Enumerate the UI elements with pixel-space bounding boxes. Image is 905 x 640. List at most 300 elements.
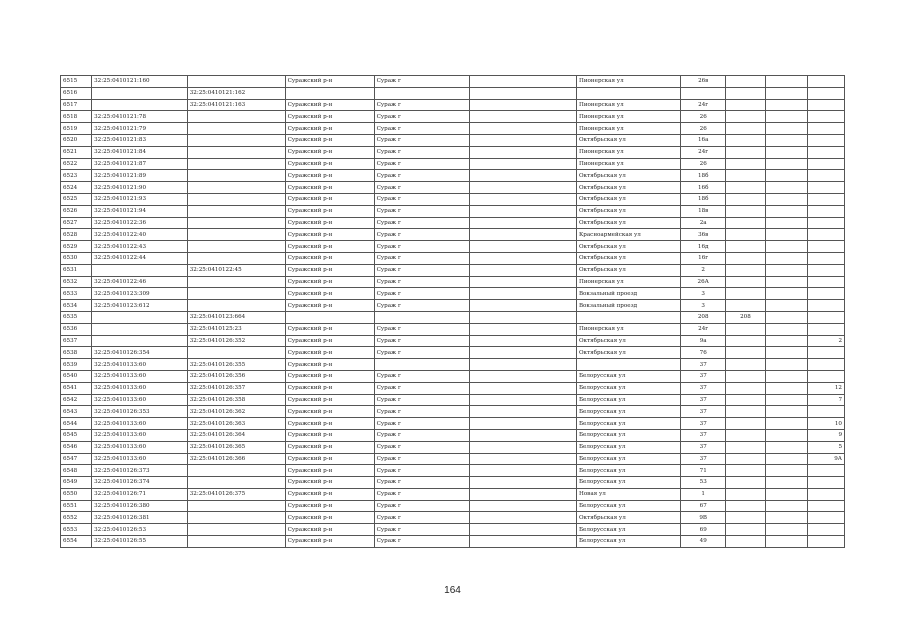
district-cell <box>285 311 374 323</box>
locality-cell <box>470 512 577 524</box>
locality-cell <box>470 394 577 406</box>
apartment-cell <box>808 488 845 500</box>
locality-cell <box>470 347 577 359</box>
table-row <box>61 99 845 111</box>
city-cell: Сураж г <box>374 382 470 394</box>
linked-cadastral-number-cell <box>187 465 285 477</box>
district-cell: Суражский р-н <box>285 146 374 158</box>
linked-cadastral-number-cell <box>187 500 285 512</box>
row-number-cell: 6542 <box>61 394 92 406</box>
linked-cadastral-number-cell: 32:25:0410121:163 <box>187 99 285 111</box>
cadastral-number-cell: 32:25:0410126:354 <box>92 347 188 359</box>
street-cell: Красноармейская ул <box>576 229 681 241</box>
cadastral-number-cell: 32:25:0410121:84 <box>92 146 188 158</box>
linked-cadastral-number-cell <box>187 205 285 217</box>
cadastral-number-cell: 32:25:0410122:36 <box>92 217 188 229</box>
city-cell: Сураж г <box>374 217 470 229</box>
extra-value-cell <box>765 193 807 205</box>
row-number-cell: 6549 <box>61 477 92 489</box>
house-number-cell: 2 <box>681 264 725 276</box>
extra-value-cell <box>765 276 807 288</box>
extra-value-cell <box>765 465 807 477</box>
extra-value-cell <box>725 406 765 418</box>
cadastral-number-cell <box>92 335 188 347</box>
street-cell: Пионерская ул <box>576 76 681 88</box>
linked-cadastral-number-cell <box>187 158 285 170</box>
street-cell: Белорусская ул <box>576 370 681 382</box>
street-cell: Октябрьская ул <box>576 134 681 146</box>
locality-cell <box>470 335 577 347</box>
locality-cell <box>470 264 577 276</box>
row-number-cell: 6553 <box>61 524 92 536</box>
extra-value-cell <box>725 500 765 512</box>
extra-value-cell <box>725 205 765 217</box>
street-cell: Белорусская ул <box>576 465 681 477</box>
house-number-cell: 37 <box>681 394 725 406</box>
apartment-cell <box>808 182 845 194</box>
city-cell: Сураж г <box>374 146 470 158</box>
extra-value-cell <box>725 335 765 347</box>
row-number-cell: 6527 <box>61 217 92 229</box>
table-row <box>61 465 845 477</box>
apartment-cell: 12 <box>808 382 845 394</box>
table-row <box>61 205 845 217</box>
table-row <box>61 347 845 359</box>
extra-value-cell <box>765 370 807 382</box>
locality-cell <box>470 477 577 489</box>
district-cell: Суражский р-н <box>285 524 374 536</box>
apartment-cell <box>808 370 845 382</box>
locality-cell <box>470 241 577 253</box>
street-cell: Вокзальный проезд <box>576 300 681 312</box>
linked-cadastral-number-cell: 32:25:0410122:45 <box>187 264 285 276</box>
cadastral-number-cell: 32:25:0410121:160 <box>92 76 188 88</box>
apartment-cell <box>808 536 845 548</box>
district-cell: Суражский р-н <box>285 193 374 205</box>
extra-value-cell <box>765 394 807 406</box>
apartment-cell: 9А <box>808 453 845 465</box>
street-cell: Октябрьская ул <box>576 264 681 276</box>
linked-cadastral-number-cell: 32:25:0410126:375 <box>187 488 285 500</box>
cadastral-number-cell: 32:25:0410121:93 <box>92 193 188 205</box>
cadastral-number-cell: 32:25:0410133:60 <box>92 453 188 465</box>
house-number-cell: 208 <box>681 311 725 323</box>
apartment-cell <box>808 311 845 323</box>
city-cell: Сураж г <box>374 488 470 500</box>
cadastral-number-cell: 32:25:0410133:60 <box>92 429 188 441</box>
extra-value-cell <box>765 300 807 312</box>
street-cell: Пионерская ул <box>576 146 681 158</box>
apartment-cell <box>808 512 845 524</box>
locality-cell <box>470 217 577 229</box>
apartment-cell <box>808 193 845 205</box>
extra-value-cell <box>765 323 807 335</box>
house-number-cell: 9а <box>681 335 725 347</box>
extra-value-cell <box>725 170 765 182</box>
extra-value-cell <box>765 134 807 146</box>
city-cell: Сураж г <box>374 123 470 135</box>
extra-value-cell <box>725 182 765 194</box>
street-cell: Пионерская ул <box>576 276 681 288</box>
linked-cadastral-number-cell: 32:25:0410126:358 <box>187 394 285 406</box>
locality-cell <box>470 123 577 135</box>
page-number: 164 <box>444 585 461 596</box>
district-cell: Суражский р-н <box>285 465 374 477</box>
apartment-cell <box>808 359 845 371</box>
district-cell: Суражский р-н <box>285 241 374 253</box>
city-cell: Сураж г <box>374 76 470 88</box>
district-cell: Суражский р-н <box>285 182 374 194</box>
row-number-cell: 6537 <box>61 335 92 347</box>
extra-value-cell <box>765 347 807 359</box>
locality-cell <box>470 146 577 158</box>
district-cell: Суражский р-н <box>285 359 374 371</box>
house-number-cell: 26 <box>681 158 725 170</box>
house-number-cell: 37 <box>681 406 725 418</box>
locality-cell <box>470 453 577 465</box>
city-cell <box>374 359 470 371</box>
extra-value-cell <box>725 536 765 548</box>
extra-value-cell <box>725 488 765 500</box>
cadastral-number-cell: 32:25:0410133:60 <box>92 370 188 382</box>
cadastral-number-cell: 32:25:0410121:94 <box>92 205 188 217</box>
cadastral-number-cell <box>92 87 188 99</box>
cadastral-number-cell: 32:25:0410122:40 <box>92 229 188 241</box>
table-row <box>61 382 845 394</box>
district-cell: Суражский р-н <box>285 418 374 430</box>
city-cell: Сураж г <box>374 429 470 441</box>
apartment-cell <box>808 477 845 489</box>
linked-cadastral-number-cell <box>187 477 285 489</box>
extra-value-cell <box>725 394 765 406</box>
locality-cell <box>470 288 577 300</box>
row-number-cell: 6523 <box>61 170 92 182</box>
extra-value-cell <box>725 229 765 241</box>
district-cell: Суражский р-н <box>285 134 374 146</box>
row-number-cell: 6518 <box>61 111 92 123</box>
table-row <box>61 276 845 288</box>
apartment-cell <box>808 300 845 312</box>
row-number-cell: 6532 <box>61 276 92 288</box>
district-cell: Суражский р-н <box>285 382 374 394</box>
district-cell: Суражский р-н <box>285 229 374 241</box>
cadastral-number-cell: 32:25:0410121:89 <box>92 170 188 182</box>
linked-cadastral-number-cell <box>187 123 285 135</box>
apartment-cell <box>808 229 845 241</box>
extra-value-cell <box>765 512 807 524</box>
cadastral-number-cell: 32:25:0410121:79 <box>92 123 188 135</box>
extra-value-cell <box>765 87 807 99</box>
row-number-cell: 6531 <box>61 264 92 276</box>
linked-cadastral-number-cell <box>187 241 285 253</box>
house-number-cell: 26 <box>681 111 725 123</box>
extra-value-cell <box>725 382 765 394</box>
house-number-cell: 3 <box>681 300 725 312</box>
district-cell: Суражский р-н <box>285 264 374 276</box>
table-row <box>61 87 845 99</box>
locality-cell <box>470 158 577 170</box>
row-number-cell: 6541 <box>61 382 92 394</box>
apartment-cell <box>808 252 845 264</box>
district-cell: Суражский р-н <box>285 453 374 465</box>
table-row <box>61 300 845 312</box>
locality-cell <box>470 300 577 312</box>
apartment-cell <box>808 524 845 536</box>
extra-value-cell <box>765 76 807 88</box>
table-row <box>61 193 845 205</box>
city-cell: Сураж г <box>374 276 470 288</box>
table-row <box>61 158 845 170</box>
table-row <box>61 311 845 323</box>
row-number-cell: 6538 <box>61 347 92 359</box>
linked-cadastral-number-cell: 32:25:0410121:162 <box>187 87 285 99</box>
linked-cadastral-number-cell <box>187 217 285 229</box>
extra-value-cell <box>725 158 765 170</box>
table-row <box>61 217 845 229</box>
apartment-cell <box>808 158 845 170</box>
extra-value-cell <box>765 182 807 194</box>
city-cell: Сураж г <box>374 99 470 111</box>
apartment-cell <box>808 99 845 111</box>
row-number-cell: 6547 <box>61 453 92 465</box>
house-number-cell: 16а <box>681 134 725 146</box>
table-row <box>61 264 845 276</box>
table-row <box>61 335 845 347</box>
extra-value-cell <box>765 536 807 548</box>
extra-value-cell <box>765 170 807 182</box>
row-number-cell: 6540 <box>61 370 92 382</box>
property-register-table <box>60 75 845 548</box>
cadastral-number-cell: 32:25:0410126:55 <box>92 536 188 548</box>
house-number-cell: 16б <box>681 182 725 194</box>
extra-value-cell <box>765 418 807 430</box>
house-number-cell: 37 <box>681 370 725 382</box>
table-row <box>61 524 845 536</box>
extra-value-cell <box>725 347 765 359</box>
extra-value-cell <box>725 288 765 300</box>
house-number-cell: 69 <box>681 524 725 536</box>
cadastral-number-cell: 32:25:0410121:78 <box>92 111 188 123</box>
row-number-cell: 6525 <box>61 193 92 205</box>
extra-value-cell <box>725 217 765 229</box>
linked-cadastral-number-cell <box>187 300 285 312</box>
apartment-cell <box>808 500 845 512</box>
table-row <box>61 394 845 406</box>
row-number-cell: 6539 <box>61 359 92 371</box>
city-cell: Сураж г <box>374 453 470 465</box>
apartment-cell: 10 <box>808 418 845 430</box>
extra-value-cell <box>765 311 807 323</box>
cadastral-number-cell: 32:25:0410133:60 <box>92 418 188 430</box>
extra-value-cell <box>725 300 765 312</box>
locality-cell <box>470 99 577 111</box>
district-cell <box>285 87 374 99</box>
row-number-cell: 6551 <box>61 500 92 512</box>
house-number-cell: 37 <box>681 359 725 371</box>
district-cell: Суражский р-н <box>285 123 374 135</box>
cadastral-number-cell: 32:25:0410133:60 <box>92 359 188 371</box>
table-row <box>61 229 845 241</box>
district-cell: Суражский р-н <box>285 488 374 500</box>
linked-cadastral-number-cell <box>187 193 285 205</box>
city-cell: Сураж г <box>374 524 470 536</box>
city-cell: Сураж г <box>374 264 470 276</box>
row-number-cell: 6546 <box>61 441 92 453</box>
table-body <box>61 76 845 548</box>
city-cell: Сураж г <box>374 536 470 548</box>
apartment-cell <box>808 347 845 359</box>
apartment-cell: 5 <box>808 441 845 453</box>
extra-value-cell <box>765 99 807 111</box>
table-row <box>61 453 845 465</box>
city-cell: Сураж г <box>374 347 470 359</box>
apartment-cell: 9 <box>808 429 845 441</box>
table-row <box>61 146 845 158</box>
city-cell: Сураж г <box>374 111 470 123</box>
city-cell: Сураж г <box>374 465 470 477</box>
street-cell: Белорусская ул <box>576 429 681 441</box>
linked-cadastral-number-cell: 32:25:0410126:355 <box>187 359 285 371</box>
table-row <box>61 288 845 300</box>
extra-value-cell <box>765 524 807 536</box>
district-cell: Суражский р-н <box>285 205 374 217</box>
linked-cadastral-number-cell <box>187 524 285 536</box>
city-cell: Сураж г <box>374 477 470 489</box>
city-cell: Сураж г <box>374 241 470 253</box>
extra-value-cell <box>725 123 765 135</box>
house-number-cell: 76 <box>681 347 725 359</box>
cadastral-number-cell: 32:25:0410122:44 <box>92 252 188 264</box>
table-row <box>61 488 845 500</box>
street-cell: Октябрьская ул <box>576 252 681 264</box>
row-number-cell: 6526 <box>61 205 92 217</box>
extra-value-cell <box>765 123 807 135</box>
cadastral-number-cell: 32:25:0410133:60 <box>92 394 188 406</box>
linked-cadastral-number-cell <box>187 536 285 548</box>
table-row <box>61 111 845 123</box>
city-cell: Сураж г <box>374 252 470 264</box>
locality-cell <box>470 382 577 394</box>
table-row <box>61 252 845 264</box>
linked-cadastral-number-cell: 32:25:0410126:356 <box>187 370 285 382</box>
row-number-cell: 6519 <box>61 123 92 135</box>
house-number-cell <box>681 87 725 99</box>
locality-cell <box>470 500 577 512</box>
street-cell: Белорусская ул <box>576 418 681 430</box>
city-cell: Сураж г <box>374 370 470 382</box>
apartment-cell <box>808 170 845 182</box>
house-number-cell: 37 <box>681 441 725 453</box>
locality-cell <box>470 524 577 536</box>
extra-value-cell <box>765 217 807 229</box>
locality-cell <box>470 429 577 441</box>
city-cell: Сураж г <box>374 300 470 312</box>
street-cell: Октябрьская ул <box>576 347 681 359</box>
table-row <box>61 512 845 524</box>
district-cell: Суражский р-н <box>285 111 374 123</box>
city-cell: Сураж г <box>374 418 470 430</box>
house-number-cell: 24г <box>681 146 725 158</box>
locality-cell <box>470 465 577 477</box>
cadastral-number-cell: 32:25:0410133:60 <box>92 382 188 394</box>
extra-value-cell <box>725 512 765 524</box>
extra-value-cell: 208 <box>725 311 765 323</box>
table-row <box>61 182 845 194</box>
cadastral-number-cell: 32:25:0410123:309 <box>92 288 188 300</box>
district-cell: Суражский р-н <box>285 99 374 111</box>
linked-cadastral-number-cell <box>187 512 285 524</box>
house-number-cell: 37 <box>681 418 725 430</box>
linked-cadastral-number-cell: 32:25:0410126:352 <box>187 335 285 347</box>
row-number-cell: 6529 <box>61 241 92 253</box>
extra-value-cell <box>765 477 807 489</box>
district-cell: Суражский р-н <box>285 158 374 170</box>
row-number-cell: 6548 <box>61 465 92 477</box>
extra-value-cell <box>725 146 765 158</box>
extra-value-cell <box>765 453 807 465</box>
district-cell: Суражский р-н <box>285 276 374 288</box>
district-cell: Суражский р-н <box>285 300 374 312</box>
house-number-cell: 49 <box>681 536 725 548</box>
extra-value-cell <box>725 134 765 146</box>
linked-cadastral-number-cell <box>187 146 285 158</box>
row-number-cell: 6535 <box>61 311 92 323</box>
street-cell: Белорусская ул <box>576 477 681 489</box>
row-number-cell: 6517 <box>61 99 92 111</box>
city-cell: Сураж г <box>374 335 470 347</box>
table-row <box>61 370 845 382</box>
district-cell: Суражский р-н <box>285 441 374 453</box>
row-number-cell: 6521 <box>61 146 92 158</box>
district-cell: Суражский р-н <box>285 323 374 335</box>
city-cell: Сураж г <box>374 158 470 170</box>
linked-cadastral-number-cell: 32:25:0410126:357 <box>187 382 285 394</box>
street-cell: Новая ул <box>576 488 681 500</box>
cadastral-number-cell: 32:25:0410126:380 <box>92 500 188 512</box>
house-number-cell: 18б <box>681 170 725 182</box>
house-number-cell: 1 <box>681 488 725 500</box>
city-cell <box>374 311 470 323</box>
table-row <box>61 406 845 418</box>
apartment-cell: 2 <box>808 335 845 347</box>
city-cell: Сураж г <box>374 134 470 146</box>
extra-value-cell <box>725 276 765 288</box>
extra-value-cell <box>725 76 765 88</box>
street-cell: Октябрьская ул <box>576 241 681 253</box>
table-row <box>61 241 845 253</box>
extra-value-cell <box>725 99 765 111</box>
locality-cell <box>470 111 577 123</box>
cadastral-number-cell: 32:25:0410126:381 <box>92 512 188 524</box>
locality-cell <box>470 182 577 194</box>
extra-value-cell <box>765 335 807 347</box>
table-row <box>61 170 845 182</box>
street-cell: Октябрьская ул <box>576 335 681 347</box>
extra-value-cell <box>725 241 765 253</box>
cadastral-number-cell <box>92 311 188 323</box>
locality-cell <box>470 170 577 182</box>
extra-value-cell <box>765 359 807 371</box>
locality-cell <box>470 87 577 99</box>
row-number-cell: 6524 <box>61 182 92 194</box>
district-cell: Суражский р-н <box>285 536 374 548</box>
city-cell: Сураж г <box>374 193 470 205</box>
street-cell: Октябрьская ул <box>576 512 681 524</box>
row-number-cell: 6536 <box>61 323 92 335</box>
table-row <box>61 123 845 135</box>
street-cell: Белорусская ул <box>576 524 681 536</box>
street-cell: Пионерская ул <box>576 111 681 123</box>
